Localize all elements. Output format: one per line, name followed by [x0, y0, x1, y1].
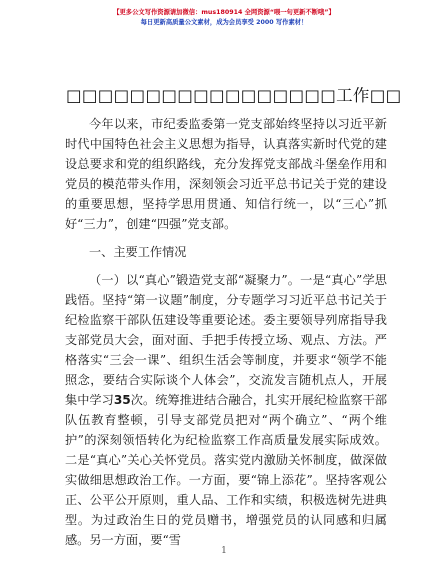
- document-title: □□□□□□□□□□□□□□□□□工作□□: [66, 86, 402, 105]
- subsection-text-part-2: 次。统筹推进结合融合，扎实开展纪检监察干部队伍教育整顿，引导支部党员把对“两个确立”、“两个维护”的深刻领悟转化为纪检监察工作高质量发展实际成效。二是“真心”关心关怀党员。落实党内激励关怀制度，做深做实做细思想政治工作。一方面，要“锦上添花”。坚持客观公正、公平公开原则，重人品、工作和实绩，积极选树先进典型。为过政治生日的党员赠书，增强党员的认同感和归属感。另一方面，要“雪: [65, 393, 388, 547]
- page-number: 1: [221, 546, 227, 556]
- section-heading: 一、主要工作情况: [89, 245, 187, 259]
- promo-banner-line-1: 【更多公文写作资源请加微信：mus180914 全网资源“喂一句更新不断哦”】: [113, 9, 335, 16]
- document-body: [65, 114, 387, 558]
- subsection-paragraph: [65, 270, 387, 550]
- study-count-number: 35: [113, 393, 131, 407]
- promo-banner: [90, 8, 358, 28]
- subsection-text-part-1: （一）以“真心”锻造党支部“凝聚力”。一是“真心”学思践悟。坚持“第一议题”制度，分专题学习习近平总书记关于纪检监察干部队伍建设等重要论述。委主要领导列席指导我支部党员大会，面对面、手把手传授立场、观点、方法。严格落实“三会一课”、组织生活会等制度，并要求“领学不能照念，要结合实际谈个人体会”，交流发言随机点人，开展集中学习: [65, 273, 387, 407]
- promo-banner-line-2: 每日更新高质量公文素材，成为会员享受 2000 写作素材！: [140, 19, 308, 26]
- intro-paragraph: 今年以来，市纪委监委第一党支部始终坚持以习近平新时代中国特色社会主义思想为指导，认真落实新时代党的建设总要求和党的组织路线，充分发挥党支部战斗堡垒作用和党员的模范带头作用，深刻领会习近平总书记关于党的建设的重要思想，坚持学思用贯通、知信行统一，以“三心”抓好“三力”，创建“四强”党支部。: [65, 117, 387, 231]
